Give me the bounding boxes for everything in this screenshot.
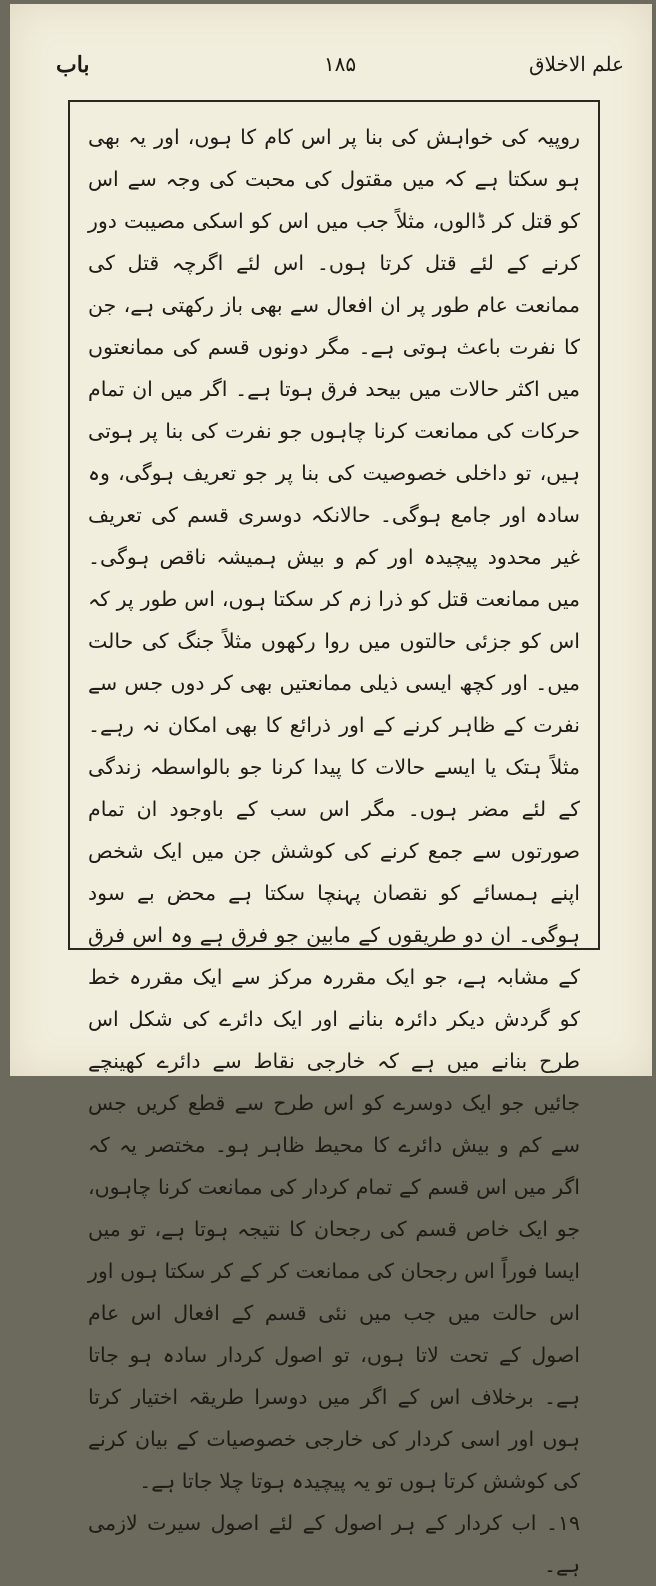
page-header (56, 52, 624, 88)
page-number: ۱۸۵ (323, 52, 357, 76)
body-paragraph: روپیہ کی خواہش کی بنا پر اس کام کا ہوں، اور یہ بھی ہو سکتا ہے کہ میں مقتول کی محبت کی وجہ سے اس کو قتل کر ڈالوں، مثلاً جب میں اس کو اسکی مصیبت دور کرنے کے لئے قتل کرتا ہوں۔ اس لئے اگرچہ قتل کی ممانعت عام طور پر ان افعال سے بھی باز رکھتی ہے، جن کا نفرت باعث ہوتی ہے۔ مگر دونوں قسم کی ممانعتوں میں اکثر حالات میں بیحد فرق ہوتا ہے۔ اگر میں ان تمام حرکات کی ممانعت کرنا چاہوں جو نفرت کی بنا پر ہوتی ہیں، تو داخلی خصوصیت کی بنا پر جو تعریف ہوگی، وہ سادہ اور جامع ہوگی۔ حالانکہ دوسری قسم کی تعریف غیر محدود پیچیدہ اور کم و بیش ہمیشہ ناقص ہوگی۔ میں ممانعت قتل کو ذرا زم کر سکتا ہوں، اس طور پر کہ اس کو جزئی حالتوں میں روا رکھوں مثلاً جنگ کی حالت میں۔ اور کچھ ایسی ذیلی ممانعتیں بھی کر دوں جس سے نفرت کے ظاہر کرنے کے اور ذرائع کا بھی امکان نہ رہے۔ مثلاً ہتک یا ایسے حالات کا پیدا کرنا جو بالواسطہ زندگی کے لئے مضر ہوں۔ مگر اس سب کے باوجود ان تمام صورتوں سے جمع کرنے کی کوشش جن میں ایک شخص اپنے ہمسائے کو نقصان پہنچا سکتا ہے محض بے سود ہوگی۔ ان دو طریقوں کے مابین جو فرق ہے وہ اس فرق کے مشابہ ہے، جو ایک مقررہ مرکز سے ایک مقررہ خط کو گردش دیکر دائرہ بنانے اور ایک دائرے کی شکل اس طرح بنانے میں ہے کہ خارجی نقاط سے دائرے کھینچے جائیں جو ایک دوسرے کو اس طرح سے قطع کریں جس سے کم و بیش دائرے کا محیط ظاہر ہو۔ مختصر یہ کہ اگر میں اس قسم کے تمام کردار کی ممانعت کرنا چاہوں، جو ایک خاص قسم کی رجحان کا نتیجہ ہوتا ہے، تو میں ایسا فوراً اس رجحان کی ممانعت کر کے کر سکتا ہوں اور اس حالت میں جب میں نئی قسم کے افعال اس عام اصول کے تحت لاتا ہوں، تو اصول کردار سادہ ہو جاتا ہے۔ برخلاف اس کے اگر میں دوسرا طریقہ اختیار کرتا ہوں اور اسی کردار کی خارجی خصوصیات کے بیان کرنے کی کوشش کرتا ہوں تو یہ پیچیدہ ہوتا چلا جاتا ہے۔ (88, 125, 580, 1493)
chapter-label: باب (56, 52, 90, 78)
text-frame (68, 100, 600, 1577)
book-page (10, 4, 652, 1577)
book-title: علم الاخلاق (529, 52, 624, 76)
numbered-paragraph: ۱۹۔ اب کردار کے ہر اصول کے لئے اصول سیرت لازمی ہے۔ (88, 1511, 580, 1577)
